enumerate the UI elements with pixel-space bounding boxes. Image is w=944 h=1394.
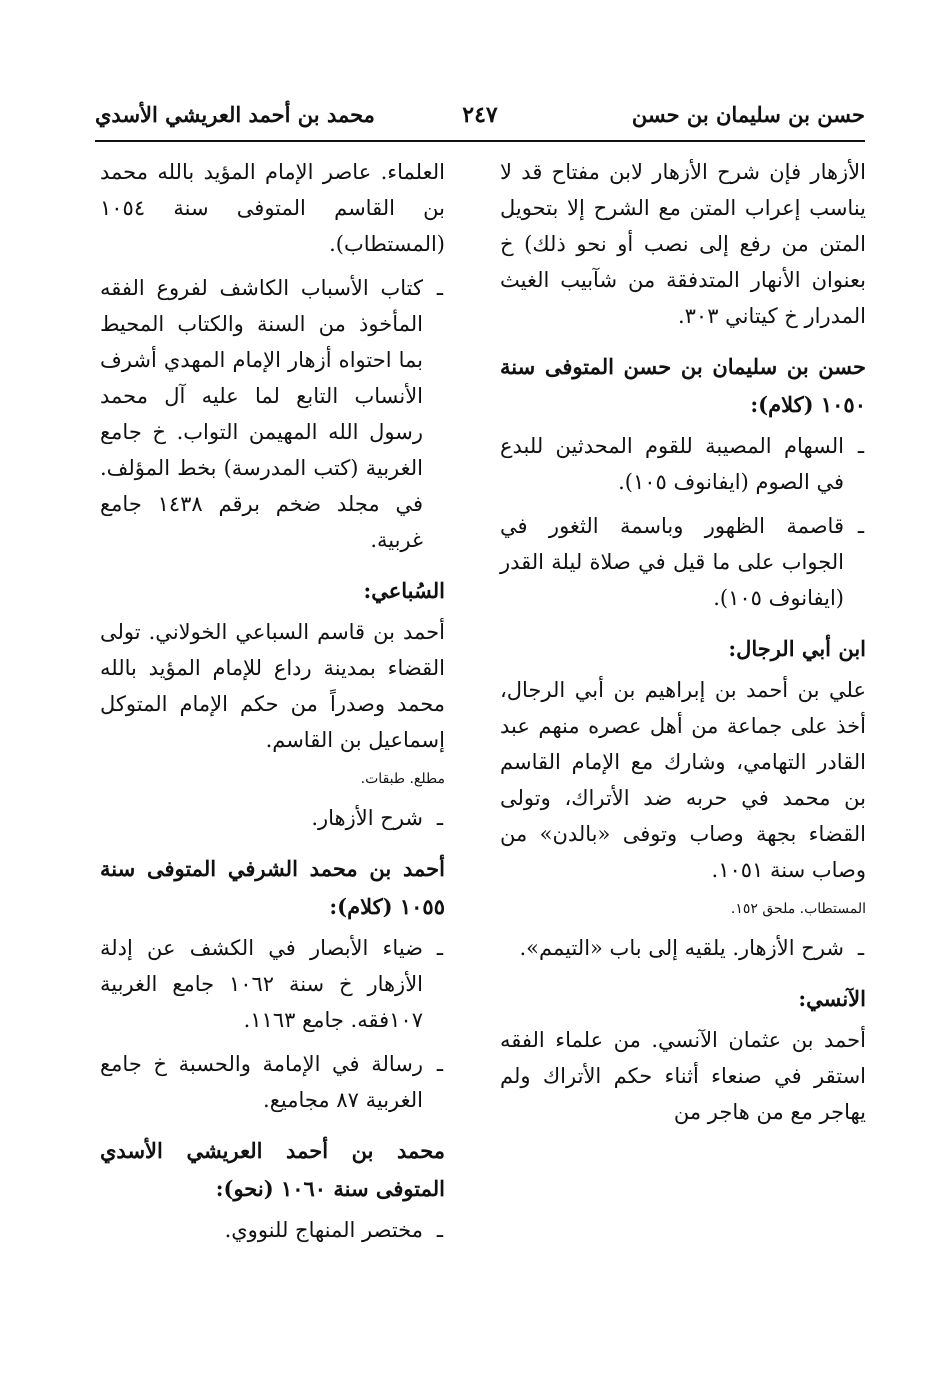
entry-heading-hasan-bin-sulayman: حسن بن سليمان بن حسن المتوفى سنة ١٠٥٠ (كلام):	[500, 354, 866, 417]
entry-heading-al-subai: السُباعي:	[363, 578, 445, 603]
entry-body: أحمد بن عثمان الآنسي. من علماء الفقه استقر في صنعاء أثناء حكم الأتراك ولم يهاجر مع من هاجر من	[500, 1028, 866, 1124]
entry-heading-al-ansi: الآنسي:	[798, 986, 866, 1011]
list-item: ـ شرح الأزهار.	[100, 800, 445, 836]
list-item: ـ مختصر المنهاج للنووي.	[100, 1212, 445, 1248]
page-number: ٢٤٧	[462, 102, 498, 128]
list-item: ـ شرح الأزهار. يلقيه إلى باب «التيمم».	[500, 930, 866, 966]
entry-body: علي بن أحمد بن إبراهيم بن أبي الرجال، أخذ على جماعة من أهل عصره منهم عبد القادر التهامي، وشارك مع الإمام القاسم بن محمد في حربه ضد الأتراك، وتولى القضاء بجهة وصاب وتوفى «بالدن» من وصاب سنة ١٠٥١.	[500, 678, 866, 882]
header-left-title: محمد بن أحمد العريشي الأسدي	[95, 102, 375, 127]
list-item: ـ ضياء الأبصار في الكشف عن إدلة الأزهار خ سنة ١٠٦٢ جامع الغربية ١٠٧فقه. جامع ١١٦٣.	[100, 930, 445, 1038]
entry-body: أحمد بن قاسم السباعي الخولاني. تولى القضاء بمدينة رداع للإمام المؤيد بالله محمد وصدراً من حكم الإمام المتوكل إسماعيل بن القاسم.	[100, 620, 445, 752]
entry-heading-al-sharafi: أحمد بن محمد الشرفي المتوفى سنة ١٠٥٥ (كلام):	[100, 856, 445, 919]
right-column	[500, 150, 866, 1138]
list-item: ـ قاصمة الظهور وباسمة الثغور في الجواب على ما قيل في صلاة ليلة القدر (ايفانوف ١٠٥).	[500, 508, 866, 616]
entry-heading-al-arishi: محمد بن أحمد العريشي الأسدي المتوفى سنة ١٠٦٠ (نحو):	[100, 1138, 445, 1201]
right-intro-paragraph: الأزهار فإن شرح الأزهار لابن مفتاح قد لا يناسب إعراب المتن مع الشرح إلا بتحويل المتن من رفع إلى نصب أو نحو ذلك) خ بعنوان الأنهار المتدفقة من شآبيب الغيث المدرار خ كيتاني ٣٠٣.	[500, 160, 866, 328]
page-header	[95, 96, 865, 136]
header-right-title: حسن بن سليمان بن حسن	[631, 102, 865, 127]
list-item: ـ كتاب الأسباب الكاشف لفروع الفقه المأخوذ من السنة والكتاب المحيط بما احتواه أزهار الإمام المهدي أشرف الأنساب التابع لما عليه آل محمد رسول الله المهيمن التواب. خ جامع الغربية (كتب المدرسة) بخط المؤلف. في مجلد ضخم برقم ١٤٣٨ جامع غربية.	[100, 270, 445, 558]
entry-source: مطلع. طبقات.	[360, 771, 445, 787]
list-item: ـ السهام المصيبة للقوم المحدثين للبدع في الصوم (ايفانوف ١٠٥).	[500, 428, 866, 500]
entry-source: المستطاب. ملحق ١٥٢.	[730, 901, 866, 917]
left-intro-paragraph: العلماء. عاصر الإمام المؤيد بالله محمد بن القاسم المتوفى سنة ١٠٥٤ (المستطاب).	[100, 160, 445, 256]
list-item: ـ رسالة في الإمامة والحسبة خ جامع الغربية ٨٧ مجاميع.	[100, 1046, 445, 1118]
header-rule	[95, 140, 865, 142]
left-column	[100, 150, 445, 1256]
entry-heading-ibn-abi-al-rijal: ابن أبي الرجال:	[728, 636, 866, 661]
